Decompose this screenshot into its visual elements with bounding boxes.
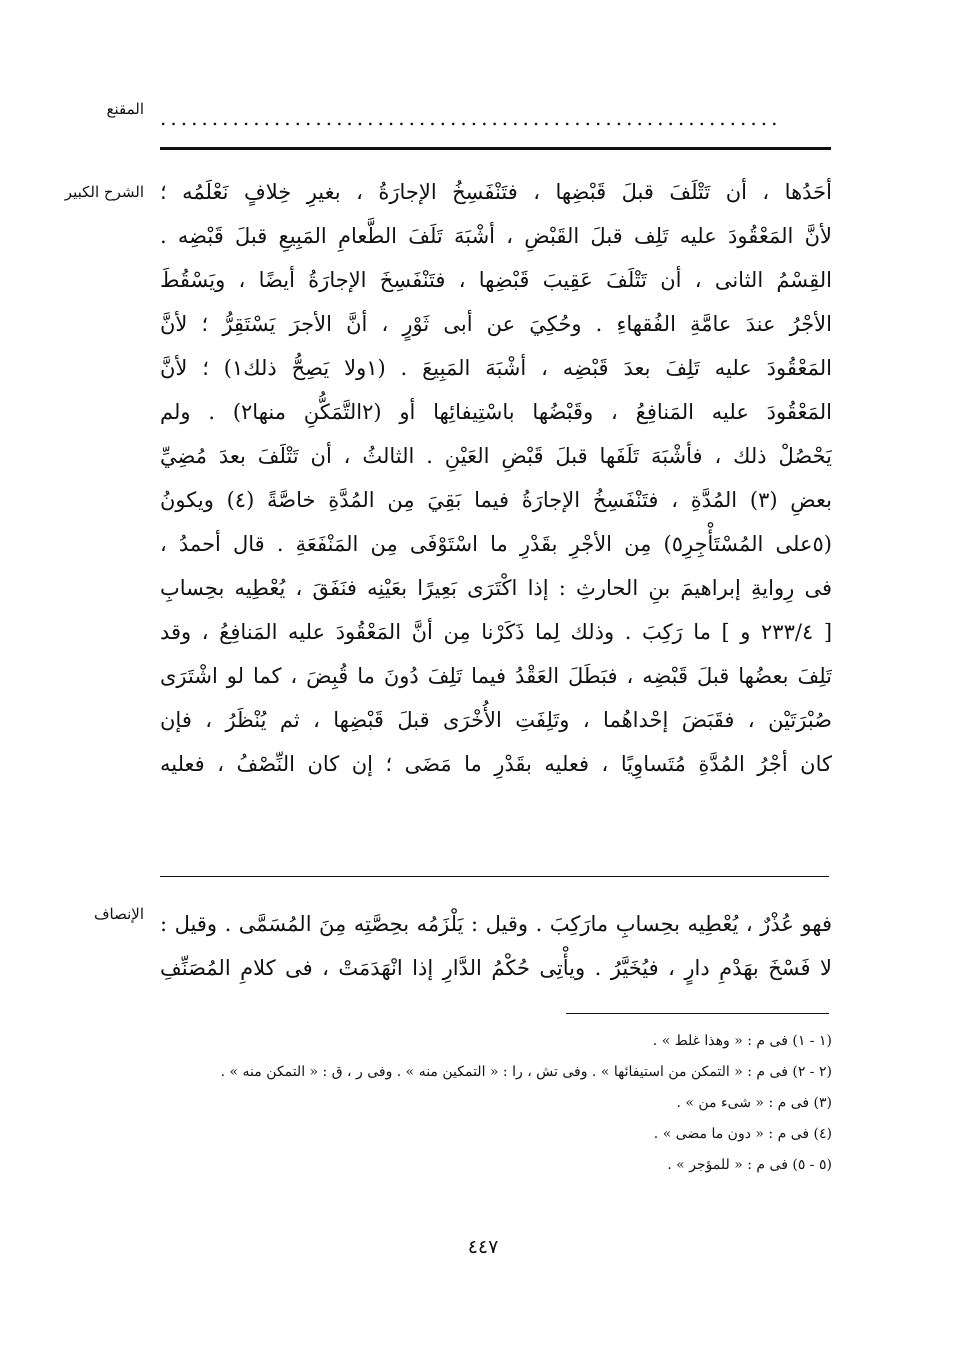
footnote-rule xyxy=(566,1013,829,1014)
running-head xyxy=(0,98,966,128)
footnote: (١ - ١) فى م : « وهذا غلط » . xyxy=(652,1033,832,1049)
footnotes xyxy=(160,1026,832,1181)
text-line: المَعْقُودَ عليه المَنافِعُ ، وقَبْضُها باسْتِيفائِها أو (٢التَّمَكُّنِ منها٢) . ولم xyxy=(160,400,832,424)
running-title: المقنع xyxy=(106,100,144,118)
text-line: صُبْرَتَيْن ، فقَبَضَ إحْداهُما ، وتَلِفَتِ الأُخْرَى قبلَ قَبْضِها ، ثم يُنْظَرُ ، فإن xyxy=(160,708,832,732)
side-label-sharh: الشرح الكبير xyxy=(64,183,144,201)
insaf-text xyxy=(160,902,832,990)
insaf-line: لا فَسْخَ بهَدْمِ دارٍ ، فيُخَيَّرُ . ويأْتِى حُكْمُ الدَّارِ إذا انْهَدَمَتْ ، فى كلامِ المُصَنِّفِ xyxy=(160,956,832,980)
footnote: (٥ - ٥) فى م : « للمؤجر » . xyxy=(667,1157,832,1173)
section-divider xyxy=(160,876,829,877)
header-dots: ............................................................ xyxy=(160,108,782,128)
text-line: القِسْمُ الثانى ، أن تَتْلَفَ عَقِيبَ قَبْضِها ، فتَنْفَسِخَ الإجارَةُ أيضًا ، ويَسْقُطَ xyxy=(160,268,832,292)
text-line: بعضِ (٣) المُدَّةِ ، فتَنْفَسِخُ الإجارَةُ فيما بَقِيَ مِن المُدَّةِ خاصَّةً (٤) ويكونُ xyxy=(160,488,832,512)
text-line: كان أجْرُ المُدَّةِ مُتَساوِيًا ، فعليه بقَدْرِ ما مَضَى ؛ إن كان النِّصْفُ ، فعليه xyxy=(160,752,832,776)
text-line: لأنَّ المَعْقُودَ عليه تَلِف قبلَ القَبْضِ ، أشْبَهَ تَلَفَ الطَّعامِ المَبِيعِ قبلَ قَبْضِه . xyxy=(160,224,832,248)
text-line: يَحْصُلْ ذلك ، فأشْبَهَ تَلَفَها قبلَ قَبْضِ العَيْنِ . الثالثُ ، أن تَتْلَفَ بعدَ مُضِيِّ xyxy=(160,444,832,468)
footnote: (٢ - ٢) فى م : « التمكن من استيفائها » . وفى تش ، را : « التمكين منه » . وفى ر ، ق : « التمكن منه » . xyxy=(220,1064,832,1080)
text-line: [ ٢٣٣/٤ و ] ما رَكِبَ . وذلك لِما ذَكَرْنا مِن أنَّ المَعْقُودَ عليه المَنافِعُ ، وقد xyxy=(160,620,832,644)
text-line: المَعْقُودَ عليه تَلِفَ بعدَ قَبْضِه ، أشْبَهَ المَبِيعَ . (١ولا يَصِحُّ ذلك١) ؛ لأنَّ xyxy=(160,356,832,380)
footnote: (٤) فى م : « دون ما مضى » . xyxy=(653,1126,832,1142)
text-line: (٥على المُسْتَأْجِرِ٥) مِن الأجْرِ بقَدْرِ ما اسْتَوْفَى مِن المَنْفَعَةِ . قال أحمدُ ، xyxy=(160,532,832,556)
footnote: (٣) فى م : « شىء من » . xyxy=(676,1095,832,1111)
main-text xyxy=(160,170,832,786)
page-number: ٤٤٧ xyxy=(467,1236,499,1258)
text-line: تَلِفَ بعضُها قبلَ قَبْضِه ، فبَطَلَ العَقْدُ فيما تَلِفَ دُونَ ما قُبِضَ ، كما لو اشْتَرَى xyxy=(160,664,832,688)
insaf-line: فهو عُذْرٌ ، يُعْطِيه بحِسابِ مارَكِبَ . وقيل : يَلْزَمُه بحِصَّتِه مِنَ المُسَمَّى . وقيل : xyxy=(160,912,832,936)
side-label-insaf: الإنصاف xyxy=(93,905,144,923)
text-line: أحَدُها ، أن تَتْلَفَ قبلَ قَبْضِها ، فتَنْفَسِخُ الإجارَةُ ، بغيرِ خِلافٍ نَعْلَمُه ؛ xyxy=(160,180,832,204)
text-line: الأجْرُ عندَ عامَّةِ الفُقهاءِ . وحُكِيَ عن أبى ثَوْرٍ ، أنَّ الأجرَ يَسْتَقِرُّ ؛ لأنَّ xyxy=(160,312,832,336)
header-rule xyxy=(160,147,831,150)
text-line: فى رِوايةِ إبراهيمَ بنِ الحارثِ : إذا اكْتَرَى بَعِيرًا بعَيْنِه فنَفَقَ ، يُعْطِيه بحِسابِ xyxy=(160,576,832,600)
